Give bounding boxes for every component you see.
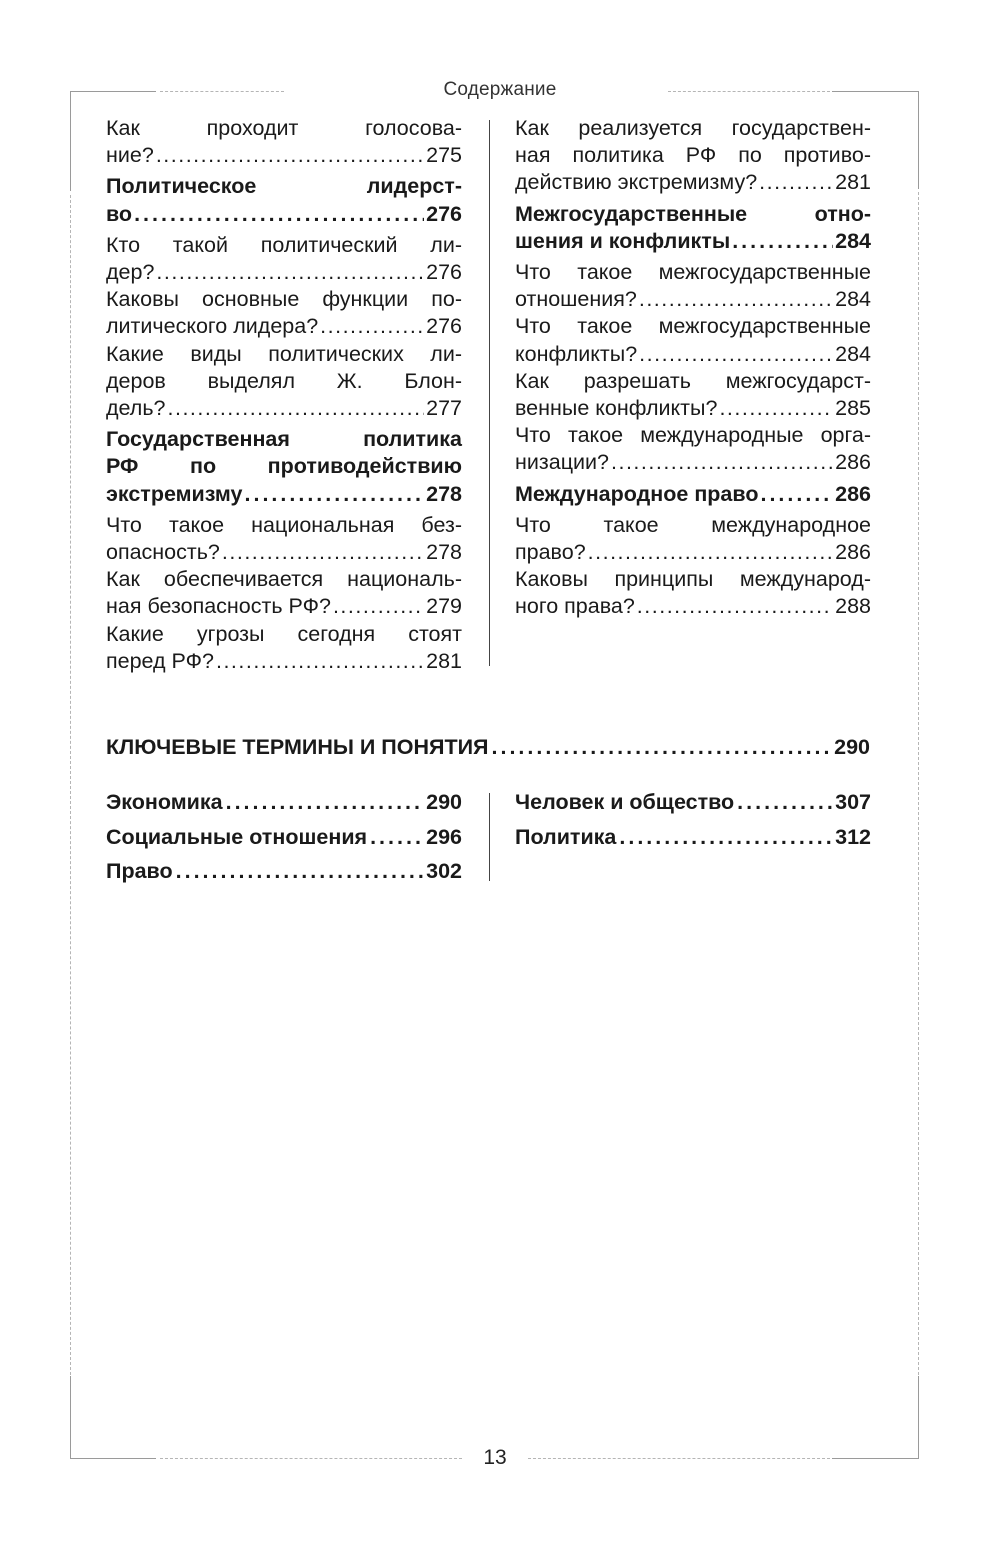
key-term-entry[interactable]: [106, 820, 462, 855]
key-term-title: Право: [106, 859, 173, 883]
toc-page-number: 284: [835, 228, 871, 253]
dot-leader: [370, 820, 423, 855]
toc-section-entry[interactable]: [106, 426, 462, 508]
dot-leader: [134, 201, 424, 228]
toc-entry-last-line: [106, 259, 462, 286]
toc-entry-line: деров выделял Ж. Блон-: [106, 368, 462, 393]
toc-entry-line: ного права?: [515, 594, 635, 619]
dot-leader: [226, 785, 424, 820]
toc-entry-line: ная политика РФ по противо-: [515, 143, 871, 168]
dot-leader: [619, 820, 832, 855]
dot-leader: [176, 854, 424, 889]
dot-leader: [492, 733, 832, 761]
dot-leader: [639, 286, 833, 313]
dot-leader: [637, 593, 833, 620]
frame-left-dashes: [70, 195, 71, 1375]
toc-page-number: 276: [426, 201, 462, 226]
toc-entry-last-line: [106, 201, 462, 228]
key-terms-right-column: [515, 785, 871, 854]
key-term-page: 307: [835, 790, 871, 814]
toc-entry[interactable]: [515, 422, 871, 476]
toc-entry-line: РФ по противодействию: [106, 454, 462, 479]
dot-leader: [760, 481, 833, 508]
toc-entry[interactable]: [515, 368, 871, 422]
frame-right-top-segment: [918, 91, 919, 189]
dot-leader: [639, 341, 833, 368]
toc-entry-last-line: [515, 169, 871, 196]
toc-entry-last-line: [106, 481, 462, 508]
key-term-title: Политика: [515, 824, 617, 849]
toc-page-number: 286: [835, 450, 871, 475]
toc-entry[interactable]: [106, 232, 462, 286]
key-term-entry[interactable]: [106, 785, 462, 820]
dot-leader: [222, 539, 424, 566]
toc-entry-last-line: [106, 593, 462, 620]
toc-entry-line: экстремизму: [106, 481, 243, 506]
toc-entry-line: Государственная политика: [106, 427, 462, 452]
column-divider-top: [489, 120, 490, 666]
toc-entry-line: во: [106, 201, 133, 226]
toc-entry-line: Кто такой политический ли-: [106, 232, 462, 257]
toc-page-number: 275: [426, 143, 462, 168]
dot-leader: [168, 395, 425, 422]
toc-page-number: 277: [426, 396, 462, 421]
toc-entry-line: Каковы принципы международ-: [515, 567, 871, 592]
toc-page-number: 285: [835, 396, 871, 421]
dot-leader: [732, 228, 833, 255]
toc-entry-line: Каковы основные функции по-: [106, 287, 462, 312]
key-term-entry[interactable]: [515, 785, 871, 820]
toc-entry-line: отношения?: [515, 287, 637, 312]
key-term-page: 302: [426, 859, 462, 883]
toc-entry-last-line: [515, 395, 871, 422]
toc-entry-line: Международное право: [515, 481, 759, 506]
key-terms-heading: КЛЮЧЕВЫЕ ТЕРМИНЫ И ПОНЯТИЯ: [106, 735, 489, 759]
toc-page-number: 284: [835, 341, 871, 366]
toc-section-entry[interactable]: [106, 173, 462, 227]
toc-page-number: 276: [426, 260, 462, 285]
toc-entry-line: ная безопасность РФ?: [106, 594, 331, 619]
toc-entry-last-line: [515, 341, 871, 368]
toc-entry[interactable]: [515, 115, 871, 197]
toc-entry-last-line: [515, 593, 871, 620]
dot-leader: [759, 169, 833, 196]
toc-entry-line: Что такое межгосударственные: [515, 260, 871, 285]
toc-entry-line: дель?: [106, 396, 166, 421]
dot-leader: [737, 785, 832, 820]
toc-entry-last-line: [515, 449, 871, 476]
toc-page-number: 276: [426, 314, 462, 339]
key-term-page: 296: [426, 824, 462, 849]
toc-entry-line: перед РФ?: [106, 648, 214, 673]
dot-leader: [333, 593, 424, 620]
dot-leader: [216, 648, 424, 675]
toc-entry-last-line: [515, 286, 871, 313]
toc-entry[interactable]: [515, 512, 871, 566]
toc-entry-line: ние?: [106, 143, 154, 168]
toc-entry-line: опасность?: [106, 540, 220, 565]
running-header-title: Содержание: [443, 79, 557, 100]
toc-section-entry[interactable]: [515, 481, 871, 508]
key-term-entry[interactable]: [515, 820, 871, 855]
toc-entry-line: Что такое национальная без-: [106, 512, 462, 537]
toc-entry[interactable]: [106, 341, 462, 423]
toc-entry-line: конфликты?: [515, 341, 638, 366]
toc-page-number: 278: [426, 540, 462, 565]
page-number: 13: [483, 1446, 507, 1469]
toc-entry-line: дер?: [106, 260, 155, 285]
toc-entry-line: низации?: [515, 450, 609, 475]
toc-entry-line: венные конфликты?: [515, 396, 718, 421]
toc-page-number: 288: [835, 594, 871, 619]
dot-leader: [156, 142, 424, 169]
dot-leader: [719, 395, 833, 422]
dot-leader: [611, 449, 833, 476]
toc-entry-line: Как проходит голосова-: [106, 116, 462, 140]
toc-entry-last-line: [106, 395, 462, 422]
dot-leader: [156, 259, 424, 286]
toc-entry[interactable]: [106, 512, 462, 566]
key-terms-page: 290: [834, 735, 870, 759]
toc-entry-line: Что такое межгосударственные: [515, 314, 871, 339]
key-term-title: Человек и общество: [515, 790, 735, 814]
toc-entry[interactable]: [106, 286, 462, 340]
toc-entry-line: право?: [515, 540, 586, 565]
toc-entry-last-line: [106, 142, 462, 169]
key-terms-left-column: [106, 785, 462, 889]
key-term-title: Экономика: [106, 790, 223, 814]
toc-entry-last-line: [106, 313, 462, 340]
toc-entry-line: Какие угрозы сегодня стоят: [106, 621, 462, 646]
column-divider-bottom: [489, 793, 490, 881]
toc-page-number: 286: [835, 540, 871, 565]
dot-leader: [245, 481, 425, 508]
frame-left-top-segment: [70, 91, 71, 191]
toc-entry-line: Как разрешать межгосударст-: [515, 368, 871, 393]
toc-entry-line: Политическое лидерст-: [106, 174, 462, 199]
toc-entry-last-line: [515, 539, 871, 566]
key-term-page: 312: [835, 824, 871, 849]
toc-entry-line: литического лидера?: [106, 314, 319, 339]
toc-entry[interactable]: [515, 313, 871, 367]
key-term-title: Социальные отношения: [106, 824, 368, 849]
toc-entry-line: Как реализуется государствен-: [515, 116, 871, 140]
toc-entry-last-line: [106, 648, 462, 675]
toc-entry-line: Что такое международное: [515, 512, 871, 537]
key-term-page: 290: [426, 790, 462, 814]
toc-page-number: 278: [426, 481, 462, 506]
toc-page-number: 279: [426, 594, 462, 619]
toc-entry-last-line: [515, 481, 871, 508]
toc-entry-line: Межгосударственные отно-: [515, 201, 871, 226]
toc-entry-line: Какие виды политических ли-: [106, 341, 462, 366]
key-term-entry[interactable]: [106, 854, 462, 889]
toc-entry-line: Что такое международные орга-: [515, 423, 871, 448]
toc-entry-line: Как обеспечивается националь-: [106, 567, 462, 592]
toc-page-number: 281: [426, 648, 462, 673]
key-terms-heading-row[interactable]: [106, 733, 870, 761]
toc-entry-line: шения и конфликты: [515, 228, 731, 253]
toc-page-number: 281: [835, 170, 871, 195]
dot-leader: [320, 313, 424, 340]
toc-entry[interactable]: [106, 566, 462, 620]
toc-entry[interactable]: [515, 259, 871, 313]
toc-page-number: 284: [835, 287, 871, 312]
toc-entry[interactable]: [106, 621, 462, 675]
toc-entry[interactable]: [106, 115, 462, 169]
frame-right-dashes: [918, 192, 919, 1375]
toc-entry-last-line: [106, 539, 462, 566]
toc-section-entry[interactable]: [515, 201, 871, 255]
toc-left-column: [106, 115, 462, 675]
dot-leader: [588, 539, 833, 566]
toc-right-column: [515, 115, 871, 621]
toc-entry-line: действию экстремизму?: [515, 170, 758, 195]
toc-entry[interactable]: [515, 566, 871, 620]
toc-page-number: 286: [835, 481, 871, 506]
toc-entry-last-line: [515, 228, 871, 255]
